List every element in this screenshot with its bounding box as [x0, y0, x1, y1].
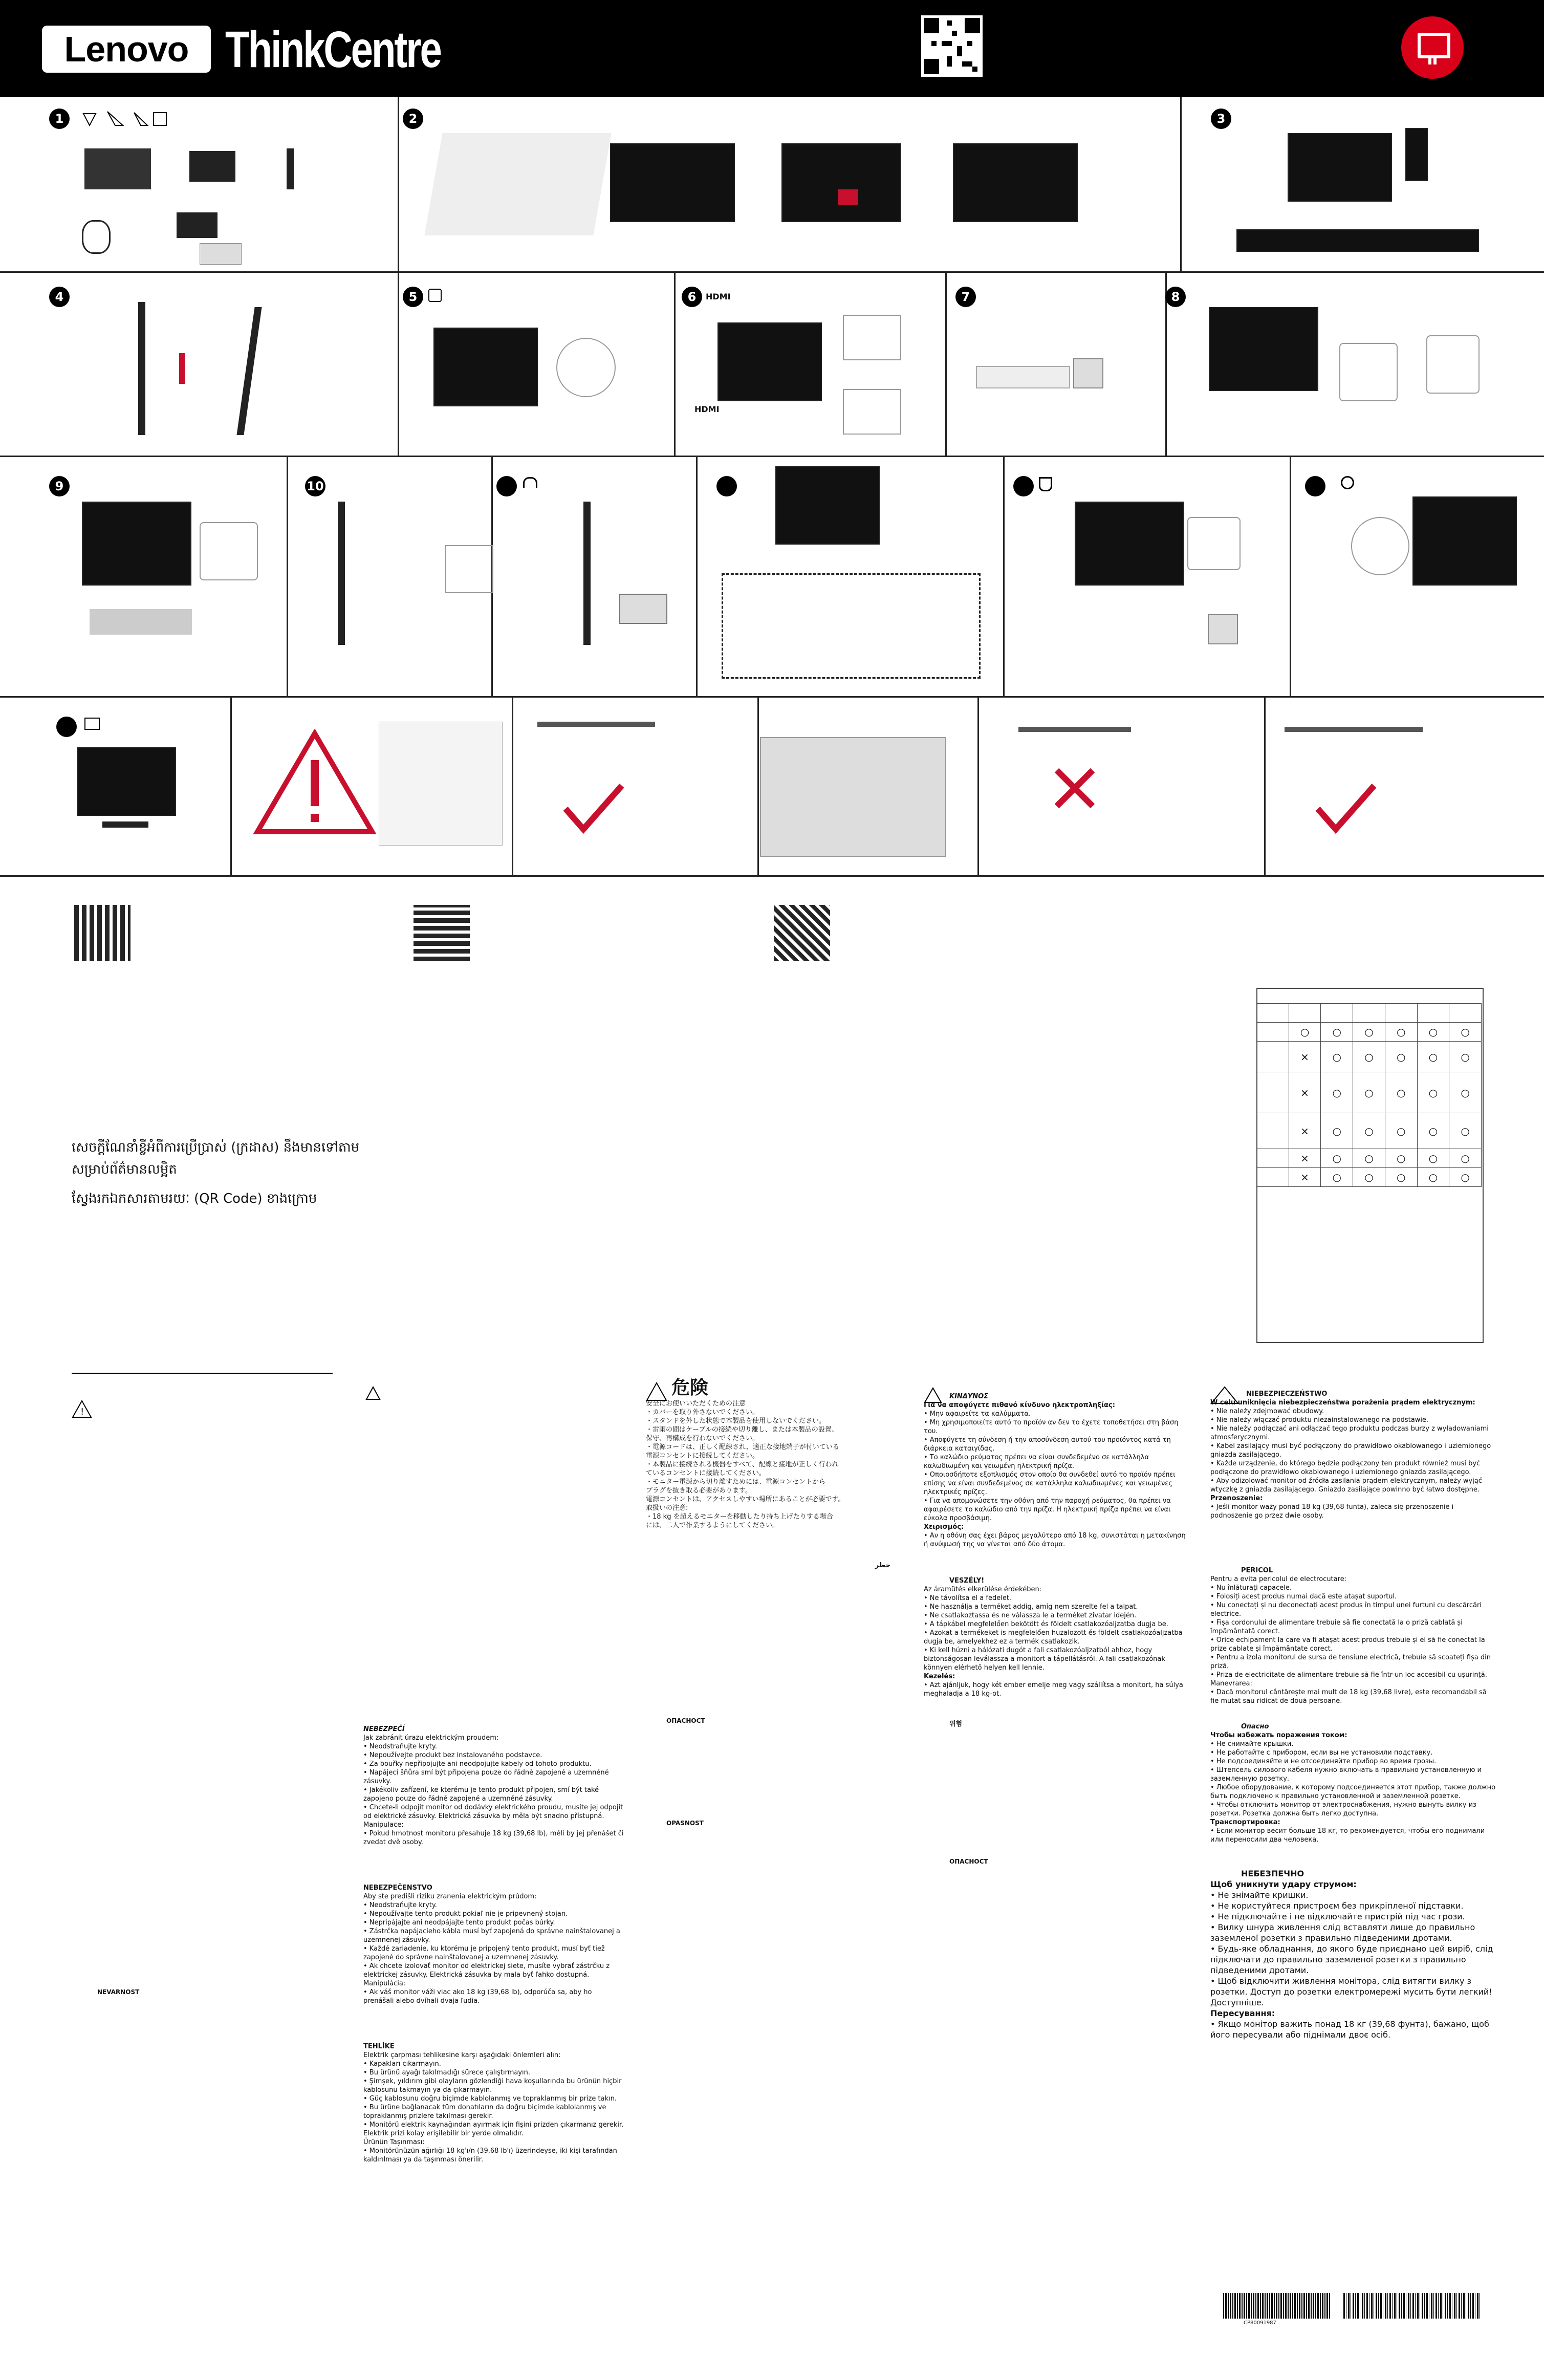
- speakers: [619, 594, 667, 624]
- japanese-notice: 危険 安全にお使いいただくための注意 ・カバーを取り外さないでください。 ・スタンドを外した状態で本製品を使用しないでください。 ・雷雨の間はケーブルの接続や切り離し、または本製品の設置、 保守、再構成を行わないでください。 ・電源コードは、正しく配線され、適正な接地端子が付いている 電源コンセントに接続してください。 ・本製品に接続される機器をすべて、配線と接地が正しく行われ ているコンセントに接続してください。 ・モニター電源から切り離すためには、電源コンセントから プラグを抜き取る必要があります。 電源コンセントは、アクセスしやすい場所にあることが必要です。 取扱いの注意: ・18 kg を超えるモニターを移動したり持ち上げたりする場合 には、二人で作業するようにしてください。: [646, 1377, 902, 1530]
- wall-mount-ok-panel: [512, 696, 759, 875]
- hungarian-notice: VESZÉLY! Az áramütés elkerülése érdekében: • Ne távolítsa el a fedelet. • Ne használja a terméket addig, amíg nem szerelte fel a talpat. • Ne csatlakoztassa és ne válassza le a terméket zivatar idején. • A tápkábel megfelelően bekötött és földelt csatlakozóaljzatba dugja be. • Azokat a termékeket is megfelelően huzalozott és földelt csatlakozóaljzatba dugja be, amelyekhez ez a termék csatlakozik. • Ki kell húzni a hálózati dugót a fali csatlakozóaljzatból ahhoz, hogy biztonságosan leválassza a monitort a tápellátásról. A fali csatlakozónak könnyen elérhető helyen kell lennie. Kezelés: • Azt ajánljuk, hogy két ember emelje meg vagy szállítsa a monitort, ha súlya meghaladja a 18 kg-ot.: [924, 1576, 1190, 1698]
- user-guide-panel: [0, 696, 232, 875]
- step-14-badge: [1305, 476, 1325, 496]
- khmer-line-1: សេចក្តីណែនាំខ្លីអំពីការប្រើប្រាស់ (ក្រដាស) នឹងមានទៅតាម: [72, 1140, 360, 1155]
- monitor-panel-item: [84, 148, 151, 189]
- step-1-panel: [0, 97, 399, 271]
- side-ports: [1405, 128, 1428, 181]
- monitor-rear-hdmi: [717, 322, 822, 401]
- macedonian-title: ОПАСНОСТ: [949, 1858, 988, 1865]
- rohs-row: × ○ ○ ○ ○ ○: [1257, 1168, 1482, 1187]
- step-13-panel: [1003, 456, 1291, 696]
- step-4-badge: 4: [49, 287, 70, 307]
- document-item: [200, 243, 242, 265]
- khmer-line-3: ស្វែងរកឯកសារតាមរយៈ (QR Code) ខាងក្រោម: [72, 1191, 317, 1206]
- cross-icon-1: [1054, 768, 1095, 809]
- czech-title: NEBEZPEČÍ: [363, 1725, 405, 1733]
- room-panel: [757, 696, 979, 875]
- warning-triangle-icon: [253, 729, 376, 837]
- barcode-2: [1343, 2293, 1482, 2319]
- power-cable-item: [82, 220, 111, 254]
- rear-ports-strip: [1236, 229, 1479, 252]
- step-2-badge: 2: [403, 109, 423, 129]
- monitor-stand: [102, 821, 148, 828]
- warning-icon: [924, 1387, 942, 1403]
- romanian-title: PERICOL: [1241, 1567, 1273, 1574]
- slovenian-notice: [74, 1988, 340, 1996]
- barcode-1: [1223, 2293, 1331, 2319]
- step-3-badge: 3: [1211, 109, 1231, 129]
- cable-mgmt-box: [722, 573, 981, 679]
- rohs-table: [1256, 1003, 1482, 1187]
- czech-notice: NEBEZPEČÍ Jak zabránit úrazu elektrickým proudem: • Neodstraňujte kryty. • Nepoužívejte produkt bez instalovaného podstavce. • Za bouřky nepřipojujte ani neodpojujte kabely od tohoto produktu. • Napájecí šňůra smí být připojena pouze do řádně zapojené a uzemněné zásuvky. • Jakékoliv zařízení, ke kterému je tento produkt připojen, smí být také zapojeno pouze do řádně zapojené a uzemněné zásuvky. • Chcete-li odpojit monitor od dodávky elektrického proudu, musíte jej odpojit od elektrické zásuvky. Elektrická zásuvka by měla být snadno přístupná. Manipulace: • Pokud hmotnost monitoru přesahuje 18 kg (39,68 lb), měli by jej přenášet či zvedat dvě osoby.: [363, 1725, 624, 1846]
- monitor-upright: [1288, 133, 1392, 202]
- monitor-icon: [1401, 16, 1464, 79]
- step-10-panel: [287, 456, 493, 696]
- turkish-title: TEHLİKE: [363, 2043, 395, 2050]
- polish-notice: NIEBEZPIECZEŃSTWO W celu uniknięcia niebezpieczeństwa porażenia prądem elektrycznym: • Nie należy zdejmować obudowy. • Nie należy włączać produktu niezainstalowanego na podstawie. • Nie należy podłączać ani odłączać tego produktu podczas burzy z wyładowaniami atmosferycznymi. • Kabel zasilający musi być podłączony do prawidłowo okablowanego i uziemionego gniazda zasilającego. • Każde urządzenie, do którego będzie podłączony ten produkt również musi być podłączone do prawidłowo okablowanego i uziemionego gniazda zasilającego. • Aby odizolować monitor od źródła zasilania prądem elektrycznym, należy wyjąć wtyczkę z gniazda zasilającego. Gniazdo zasilające powinno być łatwo dostępne. Przenoszenie: • Jeśli monitor waży ponad 18 kg (39,68 funta), zaleca się przenoszenie i podnoszenie go przez dwie osoby.: [1210, 1390, 1497, 1520]
- rohs-row: ○ ○ ○ ○ ○ ○: [1257, 1023, 1482, 1042]
- monitor-facedown-2: [781, 143, 901, 222]
- height-adjust-illustration: [138, 302, 176, 435]
- monitor-facedown-3: [953, 143, 1078, 222]
- hdmi-zoom-1: [843, 315, 901, 360]
- step-9-badge: 9: [49, 476, 70, 496]
- usb-cable-item: [177, 212, 218, 238]
- tilt-illustration: [236, 307, 292, 435]
- setup-row-3: [0, 456, 1544, 698]
- rohs-row: × ○ ○ ○ ○ ○: [1257, 1149, 1482, 1168]
- monitor-rear-power: [1075, 502, 1184, 586]
- room-illustration: [760, 737, 946, 857]
- russian-title: Опасно: [1241, 1723, 1269, 1730]
- step-12-panel: [696, 456, 1005, 696]
- book-icon: [84, 718, 100, 730]
- divider-line: [72, 1373, 333, 1374]
- step-14-panel: [1290, 456, 1544, 696]
- step-11-badge: [496, 476, 517, 496]
- step-5-badge: 5: [403, 287, 423, 307]
- monitor-front-power: [1412, 496, 1517, 586]
- qr-code-1[interactable]: [74, 905, 131, 961]
- safety-row: [0, 696, 1544, 877]
- qr-code-2[interactable]: [414, 905, 470, 961]
- step-7-badge: 7: [955, 287, 976, 307]
- usb-zoom: [1426, 335, 1480, 394]
- tilt-ok-panel: [1264, 696, 1544, 875]
- step-2-panel: [398, 97, 1182, 271]
- slovenian-title: NEVARNOST: [97, 1988, 140, 1996]
- ukrainian-notice: НЕБЕЗПЕЧНО Щоб уникнути удару струмом: • Не знімайте кришки. • Не користуйтеся пристроєм без прикріпленої підставки. • Не підключайте і не відключайте пристрій під час грози. • Вилку шнура живлення слід вставляти лише до правильно заземленої розетки з правильно підведеними дротами. • Будь-яке обладнання, до якого буде приєднано цей виріб, слід підключати до правильно заземленої розетки з правильно підведеними дротами. • Щоб відключити живлення монітора, слід витягти вилку з розетки. Доступ до розетки електромережі мусить бути легкий! Доступніше. Пересування: • Якщо монітор важить понад 18 кг (39,68 фунта), бажано, щоб його пересували або піднімали двоє осіб.: [1210, 1868, 1497, 2040]
- step-12-badge: [716, 476, 737, 496]
- header-bar: [0, 0, 1544, 97]
- step-1-badge: 1: [49, 109, 70, 129]
- warning-icon: [72, 1400, 92, 1418]
- header-qr-code[interactable]: [921, 15, 983, 77]
- wall-hand-illustration: [379, 722, 503, 846]
- serbian-notice: [646, 1820, 902, 1827]
- check-mark-icon: [563, 783, 624, 834]
- step-10-badge: 10: [305, 476, 325, 496]
- step-4-panel: [0, 271, 399, 456]
- step-8-badge: 8: [1165, 287, 1186, 307]
- khmer-line-2: សម្រាប់ព័ត៌មានលម្អិត: [72, 1162, 177, 1177]
- dp-zoom: [1339, 343, 1398, 401]
- monitor-rear-dp: [1209, 307, 1318, 391]
- usb-stick-zoom: [445, 545, 493, 593]
- step-3-panel: [1180, 97, 1544, 271]
- slovak-title: NEBEZPEČENSTVO: [363, 1884, 432, 1892]
- plug-icon: [1039, 477, 1052, 491]
- step-8-panel: [1165, 271, 1544, 456]
- usb-zoom-2: [200, 522, 258, 580]
- monitor-facedown-1: [610, 143, 735, 222]
- cloth-illustration: [424, 133, 611, 235]
- serbian-title: OPASNOST: [666, 1820, 704, 1827]
- step-7-panel: [945, 271, 1167, 456]
- qr-code-3[interactable]: [774, 905, 830, 961]
- arabic-title: خطر: [875, 1562, 890, 1569]
- stand-base-item: [189, 151, 235, 182]
- side-usb-illustration: [338, 502, 345, 645]
- polish-title: NIEBEZPIECZEŃSTWO: [1246, 1390, 1328, 1398]
- korean-title: 위험: [949, 1720, 963, 1728]
- warning-icon: [365, 1386, 381, 1400]
- check-mark-icon-2: [1315, 783, 1377, 834]
- step-13-badge: [1013, 476, 1034, 496]
- step-11-panel: [491, 456, 698, 696]
- macedonian-notice: [924, 1858, 1190, 1866]
- power-plug-zoom: [1187, 517, 1241, 570]
- package-contents-icon: [74, 107, 169, 128]
- step-6-panel: [674, 271, 947, 456]
- romanian-notice: PERICOL Pentru a evita pericolul de electrocutare: • Nu înlăturați capacele. • Folosiți acest produs numai dacă este atașat suportul. • Nu conectați și nu deconectați acest produs în timpul unei furtuni cu descărcări electrice. • Fișa cordonului de alimentare trebuie să fie conectată la o priză cablată și împământată corect. • Orice echipament la care va fi atașat acest produs trebuie și el să fie conectat la prize cablate și împământate corect. • Pentru a izola monitorul de sursa de tensiune electrică, trebuie să scoateți fișa din priză. • Priza de electricitate de alimentare trebuie să fie într-un loc accesibil cu ușurință. Manevrarea: • Dacă monitorul cântărește mai mult de 18 kg (39,68 livre), este recomandabil să fie mutat sau ridicat de două persoane.: [1210, 1566, 1497, 1705]
- monitor-rear-lock: [433, 328, 538, 406]
- power-outlet: [1208, 614, 1238, 644]
- monitor-front: [77, 747, 176, 816]
- russian-notice: Опасно Чтобы избежать поражения током: • Не снимайте крышки. • Не работайте с прибором, если вы не установили подставку. • Не подсоединяйте и не отсоединяйте прибор во время грозы. • Штепсель силового кабеля нужно включать в правильно установленную и заземленную розетку. • Любое оборудование, к которому подсоединяется этот прибор, также должно быть подключено к правильно установленной и заземленной розетке. • Чтобы отключить монитор от электроснабжения, нужно вынуть вилку из розетки. Розетка должна быть легко доступна. Транспортировка: • Если монитор весит больше 18 кг, то рекомендуется, чтобы его поднимали или переносили два человека.: [1210, 1722, 1497, 1844]
- desktop-pc: [90, 609, 192, 635]
- lenovo-logo: Lenovo: [42, 26, 211, 73]
- bulgarian-notice: [646, 1717, 902, 1725]
- thinkcentre-logo: ThinkCentre: [225, 21, 441, 78]
- wall-outlet: [1073, 358, 1103, 388]
- slovak-notice: NEBEZPEČENSTVO Aby ste predišli riziku zranenia elektrickým prúdom: • Neodstraňujte kryty. • Nepoužívajte tento produkt pokiaľ nie je pripevnený stojan. • Nepripájajte ani neodpájajte tento produkt počas búrky. • Zástrčka napájacieho kábla musí byť zapojená do správne nainštalovanej a uzemnenej zásuvky. • Každé zariadenie, ku ktorému je pripojený tento produkt, musí byť tiež zapojené do správne nainštalovanej a uzemnenej zásuvky. • Ak chcete izolovať monitor od elektrickej siete, musíte vybrať zástrčku z elektrickej zásuvky. Elektrická zásuvka by mala byť ľahko dostupná. Manipulácia: • Ak váš monitor váži viac ako 18 kg (39,68 lb), odporúča sa, aby ho prenášali alebo dvíhali dvaja ľudia.: [363, 1884, 624, 2005]
- monitor-cable-mgmt: [775, 466, 880, 545]
- rohs-row: × ○ ○ ○ ○ ○: [1257, 1072, 1482, 1113]
- lock-icon: [428, 289, 442, 302]
- setup-row-1: [0, 97, 1544, 273]
- power-button-zoom[interactable]: [1351, 517, 1409, 575]
- svg-text:!: !: [80, 1407, 84, 1417]
- keyboard-illustration: [976, 366, 1070, 388]
- monitor-rear-usb: [82, 502, 191, 586]
- japanese-title: 危険: [671, 1377, 709, 1398]
- step-6-badge: 6: [682, 287, 702, 307]
- hdmi-zoom-2: [843, 389, 901, 435]
- ukrainian-title: НЕБЕЗПЕЧНО: [1241, 1869, 1304, 1878]
- step-9-panel: [0, 456, 288, 696]
- turkish-notice: TEHLİKE Elektrik çarpması tehlikesine karşı aşağıdaki önlemleri alın: • Kapakları çıkarmayın. • Bu ürünü ayağı takılmadığı sürece çalıştırmayın. • Şimşek, yıldırım gibi olayların gözlendiği hava koşullarında bu ürünün hiçbir kablosunu takmayın ya da çıkarmayın. • Güç kablosunu doğru biçimde kablolanmış ve topraklanmış bir prize takın. • Bu ürüne bağlanacak tüm donatıların da doğru biçimde kablolanmış ve topraklanmış prizlere takılması gerekir. • Monitörü elektrik kaynağından ayırmak için fişini prizden çıkarmanız gerekir. Elektrik prizi kolay erişilebilir bir yerde olmalıdır. Ürünün Taşınması: • Monitörünüzün ağırlığı 18 kg'ı/n (39,68 lb'ı) üzerindeyse, iki kişi tarafından kaldırılması ya da taşınması önerilir.: [363, 2043, 624, 2163]
- step-5-panel: [398, 271, 676, 456]
- greek-notice: ΚΙΝΔΥΝΟΣ Για να αποφύγετε πιθανό κίνδυνο ηλεκτροπληξίας: • Μην αφαιρείτε τα καλύμματα. • Μη χρησιμοποιείτε αυτό το προϊόν αν δεν το έχετε τοποθετήσει στη βάση του. • Αποφύγετε τη σύνδεση ή την αποσύνδεση αυτού του προϊόντος κατά τη διάρκεια καταιγίδας. • Το καλώδιο ρεύματος πρέπει να είναι συνδεδεμένο σε κατάλληλα καλωδιωμένη και γειωμένη ηλεκτρική πρίζα. • Οποιοσδήποτε εξοπλισμός στον οποίο θα συνδεθεί αυτό το προϊόν πρέπει επίσης να είναι συνδεδεμένος σε κατάλληλα καλωδιωμένες και γειωμένες ηλεκτρικές πρίζες. • Για να απομονώσετε την οθόνη από την παροχή ρεύματος, θα πρέπει να αφαιρέσετε το καλώδιο από την πρίζα. Η ηλεκτρική πρίζα πρέπει να είναι εύκολα προσβάσιμη. Χειρισμός: • Αν η οθόνη σας έχει βάρος μεγαλύτερο από 18 kg, συνιστάται η μετακίνηση ή ανύψωσή της να γίνεται από δύο άτομα.: [924, 1392, 1190, 1549]
- hdmi-label-top: HDMI: [706, 292, 731, 301]
- height-arrow: [179, 353, 185, 384]
- arabic-title-block: [839, 1561, 890, 1570]
- warning-icon: [646, 1382, 667, 1401]
- warning-icon: [1210, 1386, 1239, 1404]
- tilt-no-panel: [977, 696, 1266, 875]
- greek-title: ΚΙΝΔΥΝΟΣ: [949, 1393, 989, 1400]
- stand-attach-red: [838, 189, 858, 205]
- headphone-icon: [523, 477, 537, 488]
- korean-notice: [924, 1720, 1190, 1728]
- hungarian-title: VESZÉLY!: [949, 1577, 985, 1585]
- guide-badge: [56, 717, 77, 737]
- rohs-row: × ○ ○ ○ ○ ○: [1257, 1113, 1482, 1149]
- audio-out-illustration: [583, 502, 591, 645]
- power-icon: [1341, 476, 1354, 489]
- rohs-row: × ○ ○ ○ ○ ○: [1257, 1042, 1482, 1072]
- bulgarian-title: ОПАСНОСТ: [666, 1717, 705, 1724]
- warning-panel: [230, 696, 513, 875]
- lock-slot-zoom: [556, 338, 616, 397]
- stand-neck-item: [287, 148, 294, 189]
- hdmi-label-bottom: HDMI: [694, 404, 720, 414]
- setup-row-2: [0, 271, 1544, 457]
- barcode-text: CP80091987: [1244, 2320, 1276, 2326]
